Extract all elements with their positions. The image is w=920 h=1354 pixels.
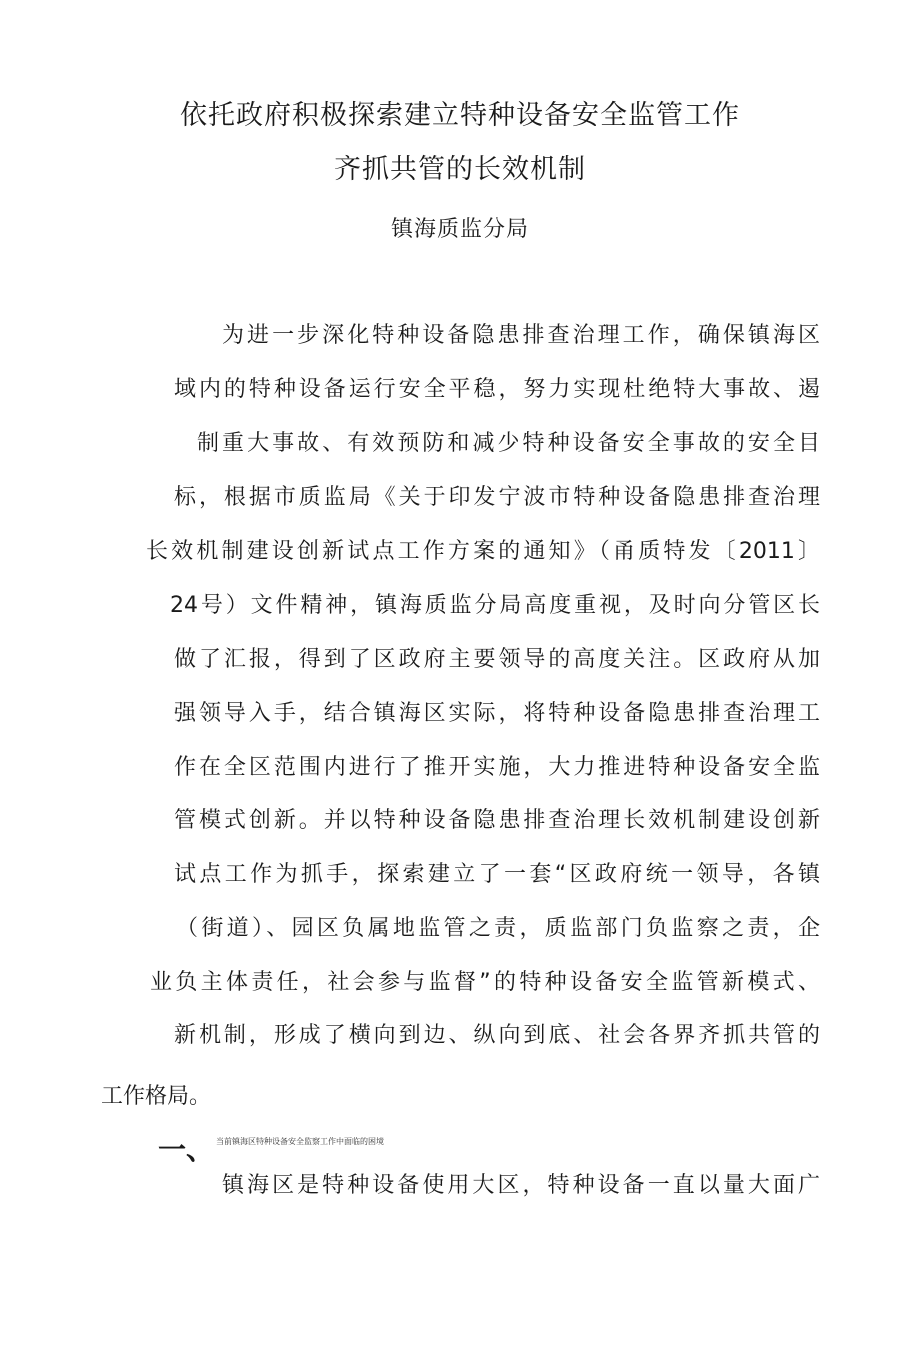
document-title-line-2: 齐抓共管的长效机制 [334,154,586,185]
document-author: 镇海质监分局 [390,217,529,242]
paragraph-line: 制重大事故、有效预防和减少特种设备安全事故的安全目 [197,431,820,456]
section-number: 一、 [158,1133,215,1166]
document-title-line-1: 依托政府积极探索建立特种设备安全监管工作 [180,100,740,131]
paragraph-line: 做了汇报，得到了区政府主要领导的高度关注。区政府从加 [174,647,820,672]
section-heading: 当前镇海区特种设备安全监察工作中面临的困境 [216,1137,384,1146]
paragraph-line: 试点工作为抓手，探索建立了一套“区政府统一领导，各镇 [174,862,820,887]
paragraph-line: 新机制，形成了横向到边、纵向到底、社会各界齐抓共管的 [174,1023,820,1048]
paragraph-line: 管模式创新。并以特种设备隐患排查治理长效机制建设创新 [174,808,820,833]
paragraph-line: 业负主体责任，社会参与监督”的特种设备安全监管新模式、 [150,970,820,995]
paragraph-line: 镇海区是特种设备使用大区，特种设备一直以量大面广 [222,1173,820,1198]
paragraph-line: 24号）文件精神，镇海质监分局高度重视，及时向分管区长 [170,593,820,618]
paragraph-line: （街道）、园区负属地监管之责，质监部门负监察之责，企 [176,916,820,941]
paragraph-line: 工作格局。 [101,1084,212,1109]
paragraph-line: 强领导入手，结合镇海区实际，将特种设备隐患排查治理工 [174,701,820,726]
paragraph-line: 域内的特种设备运行安全平稳，努力实现杜绝特大事故、遏 [174,377,820,402]
paragraph-line: 长效机制建设创新试点工作方案的通知》（甬质特发〔2011〕 [146,539,820,564]
paragraph-line: 标，根据市质监局《关于印发宁波市特种设备隐患排查治理 [174,485,820,510]
paragraph-line: 作在全区范围内进行了推开实施，大力推进特种设备安全监 [174,755,820,780]
paragraph-line: 为进一步深化特种设备隐患排查治理工作，确保镇海区 [222,323,820,348]
